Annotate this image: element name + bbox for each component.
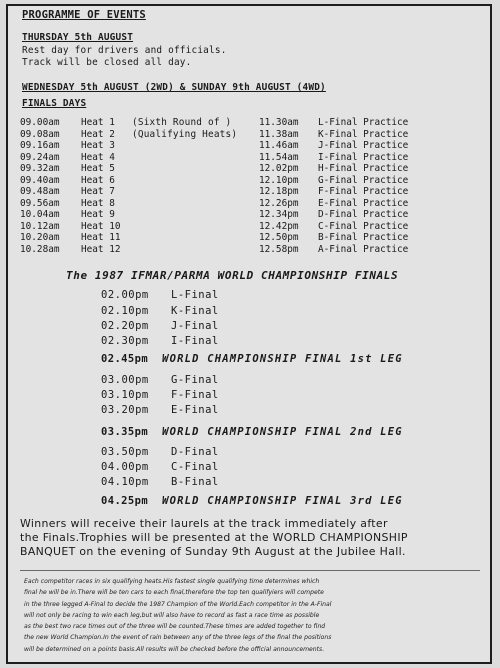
winners-line-3: BANQUET on the evening of Sunday 9th August at the Jubilee Hall. [20, 545, 406, 558]
final-time: 03.10pm [101, 389, 149, 401]
leg-label: WORLD CHAMPIONSHIP FINAL 2nd LEG [162, 426, 403, 438]
practice-time: 12.18pm [259, 186, 299, 197]
thursday-line-2: Track will be closed all day. [22, 57, 192, 68]
winners-paragraph [20, 517, 480, 559]
footnote-line-3: in the three legged A-Final to decide the 1987 Champion of the World.Each competitor in the A-Final [24, 600, 332, 608]
leg-time: 03.35pm [101, 426, 149, 438]
final-time: 03.00pm [101, 374, 149, 386]
final-label: E-Final [171, 404, 219, 416]
practice-time: 12.10pm [259, 174, 299, 186]
footnote [24, 576, 476, 655]
heat-time: 10.12am [20, 220, 60, 232]
practice-label: K-Final Practice [318, 128, 409, 140]
practice-label: G-Final Practice [318, 174, 409, 186]
heat-label: Heat 6 [81, 174, 115, 186]
practice-time: 11.30am [259, 117, 299, 128]
leg-label: WORLD CHAMPIONSHIP FINAL 3rd LEG [162, 495, 403, 507]
final-label: F-Final [171, 389, 219, 401]
programme-title: PROGRAMME OF EVENTS [22, 9, 146, 21]
heat-label: Heat 2 [81, 128, 115, 140]
practice-time: 12.34pm [259, 209, 299, 220]
footnote-line-1: Each competitor races in six qualifying heats.His fastest single qualifying time determines which [24, 578, 320, 585]
practice-time: 11.46am [259, 140, 299, 151]
divider-rule [20, 570, 480, 571]
heat-time: 09.48am [20, 186, 60, 197]
practice-label: E-Final Practice [318, 197, 409, 209]
practice-label: I-Final Practice [318, 151, 409, 163]
finals-days-heading: FINALS DAYS [22, 98, 87, 109]
heat-time: 09.56am [20, 197, 60, 209]
final-label: B-Final [171, 476, 219, 488]
final-label: J-Final [171, 320, 219, 332]
championship-leg [101, 353, 403, 365]
footnote-line-5: as the best two race times out of the three will be counted.These times are added together to find [24, 623, 326, 631]
final-time: 02.10pm [101, 305, 149, 317]
heats-note-line-2: (Qualifying Heats) [132, 128, 238, 140]
heat-time: 10.04am [20, 209, 60, 220]
leg-label: WORLD CHAMPIONSHIP FINAL 1st LEG [162, 353, 403, 365]
practice-label: A-Final Practice [318, 243, 409, 255]
heat-label: Heat 5 [81, 163, 115, 174]
heat-time: 09.32am [20, 163, 60, 174]
footnote-line-7: will be determined on a points basis.All results will be checked before the official announcements. [24, 645, 325, 653]
practice-label: B-Final Practice [318, 232, 409, 243]
practice-time: 12.50pm [259, 232, 299, 243]
practice-label: H-Final Practice [318, 163, 409, 174]
practice-label: J-Final Practice [318, 140, 409, 151]
final-time: 03.50pm [101, 446, 149, 458]
heat-label: Heat 1 [81, 117, 115, 128]
winners-line-1: Winners will receive their laurels at the track immediately after [20, 517, 388, 530]
leg-time: 02.45pm [101, 353, 149, 365]
final-time: 02.00pm [101, 289, 149, 301]
heat-label: Heat 3 [81, 140, 115, 151]
heat-time: 10.20am [20, 232, 60, 243]
heat-time: 09.08am [20, 128, 60, 140]
thursday-heading: THURSDAY 5th AUGUST [22, 32, 134, 43]
heat-time: 10.28am [20, 243, 60, 255]
practice-label: C-Final Practice [318, 220, 409, 232]
final-label: K-Final [171, 305, 219, 317]
winners-line-2: the Finals.Trophies will be presented at the WORLD CHAMPIONSHIP [20, 531, 408, 544]
final-time: 04.10pm [101, 476, 149, 488]
final-label: I-Final [171, 335, 219, 347]
footnote-line-6: the new World Champion.In the event of rain between any of the three legs of the final the positions [24, 634, 332, 642]
heat-label: Heat 12 [81, 243, 121, 255]
final-time: 02.30pm [101, 335, 149, 347]
heat-label: Heat 7 [81, 186, 115, 197]
heat-label: Heat 4 [81, 151, 115, 163]
final-time: 03.20pm [101, 404, 149, 416]
final-label: L-Final [171, 289, 219, 301]
thursday-line-1: Rest day for drivers and officials. [22, 45, 227, 56]
heat-label: Heat 10 [81, 220, 121, 232]
practice-time: 12.02pm [259, 163, 299, 174]
leg-time: 04.25pm [101, 495, 149, 507]
practice-time: 12.26pm [259, 197, 299, 209]
final-label: G-Final [171, 374, 219, 386]
heat-label: Heat 8 [81, 197, 115, 209]
final-time: 02.20pm [101, 320, 149, 332]
heat-time: 09.16am [20, 140, 60, 151]
heat-time: 09.00am [20, 117, 60, 128]
championship-title: The 1987 IFMAR/PARMA WORLD CHAMPIONSHIP FINALS [66, 269, 399, 282]
heat-label: Heat 11 [81, 232, 121, 243]
heat-label: Heat 9 [81, 209, 115, 220]
heats-note-line-1: (Sixth Round of ) [132, 117, 232, 128]
footnote-line-2: final he will be in.There will be ten cars to each final,therefore the top ten qualifyiers will compete [24, 589, 324, 597]
practice-time: 12.42pm [259, 220, 299, 232]
practice-time: 11.38am [259, 128, 299, 140]
final-time: 04.00pm [101, 461, 149, 473]
final-label: C-Final [171, 461, 219, 473]
championship-leg [101, 495, 403, 507]
heat-time: 09.24am [20, 151, 60, 163]
practice-label: F-Final Practice [318, 186, 409, 197]
final-label: D-Final [171, 446, 219, 458]
practice-label: D-Final Practice [318, 209, 409, 220]
practice-label: L-Final Practice [318, 117, 409, 128]
footnote-line-4: will not only be racing to win each leg,but will also have to record as fast a race time as possible [24, 611, 320, 619]
heat-time: 09.40am [20, 174, 60, 186]
practice-time: 12.58pm [259, 243, 299, 255]
championship-leg [101, 426, 403, 438]
practice-time: 11.54am [259, 151, 299, 163]
wednesday-heading: WEDNESDAY 5th AUGUST (2WD) & SUNDAY 9th AUGUST (4WD) [22, 82, 326, 93]
